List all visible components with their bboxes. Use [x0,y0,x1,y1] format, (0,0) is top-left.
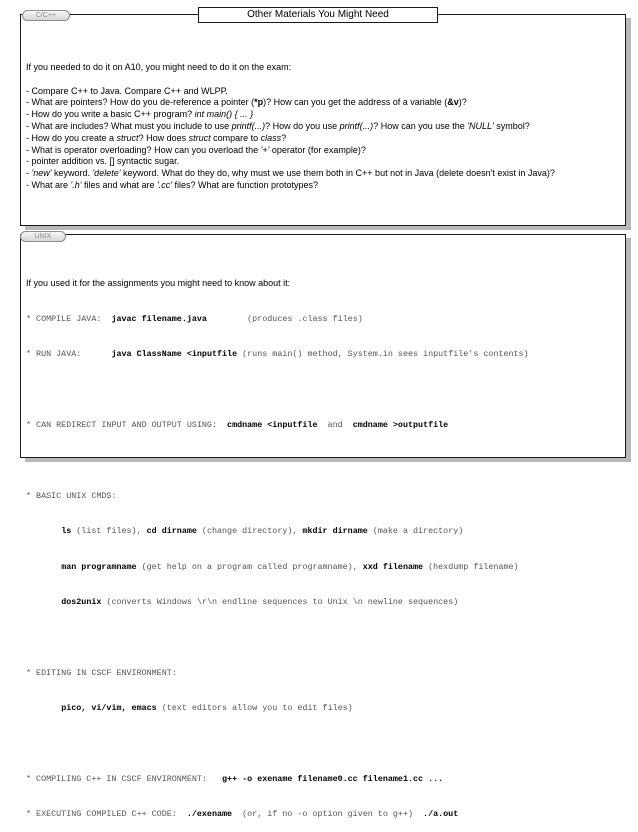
unix-tab[interactable]: UNIX [20,231,66,242]
compile-cpp-line: * COMPILING C++ IN CSCF ENVIRONMENT: g++ -o exename filename0.cc filename1.cc ... [26,774,444,785]
cpp-body [26,62,626,192]
basic-cmds-line: ls (list files), cd dirname (change directory), mkdir dirname (make a directory) [61,526,464,537]
cpp-item: - 'new' keyword. 'delete' keyword. What do they do, why must we use them both in C++ but not in Java (delete doesn't exist in Java)? [26,168,555,179]
cpp-item: - pointer addition vs. [] syntactic sugar. [26,156,180,167]
cpp-intro: If you needed to do it on A10, you might need to do it on the exam: [26,62,292,72]
unix-body [26,254,630,832]
cpp-item: - What are '.h' files and what are '.cc' files? What are function prototypes? [26,179,319,190]
cpp-item: - What are includes? What must you include to use printf(...)? How do you use printf(...)? How can you use the 'NULL' symbol? [26,120,530,131]
editing-line: pico, vi/vim, emacs (text editors allow you to edit files) [61,703,353,714]
exec-cpp-line: * EXECUTING COMPILED C++ CODE: ./exename (or, if no -o option given to g++) ./a.out [26,809,459,820]
cpp-item: - What is operator overloading? How can you overload the '+' operator (for example)? [26,144,366,155]
editing-header: * EDITING IN CSCF ENVIRONMENT: [26,667,177,678]
cpp-item: - How do you create a struct? How does struct compare to class? [26,132,287,143]
basic-cmds-line: man programname (get help on a program called programname), xxd filename (hexdump filename) [61,561,519,572]
redirect-line: * CAN REDIRECT INPUT AND OUTPUT USING: cmdname <inputfile and cmdname >outputfile [26,420,449,431]
cpp-item: - What are pointers? How do you de-reference a pointer (*p)? How can you get the address of a variable (&v)? [26,97,467,108]
cpp-item: - Compare C++ to Java. Compare C++ and WLPP. [26,85,228,96]
unix-intro: If you used it for the assignments you might need to know about it: [26,277,291,288]
basic-cmds-header: * BASIC UNIX CMDS: [26,490,117,501]
basic-cmds-line: dos2unix (converts Windows \r\n endline sequences to Unix \n newline sequences) [61,597,459,608]
cpp-tab[interactable]: C/C++ [22,10,70,21]
run-java-line: * RUN JAVA: java ClassName <inputfile (runs main() method, System.in sees inputfile's contents) [26,349,529,360]
compile-java-line: * COMPILE JAVA: javac filename.java (produces .class files) [26,313,363,324]
page-title: Other Materials You Might Need [198,7,438,23]
cpp-item: - How do you write a basic C++ program? int main() { ... } [26,109,254,120]
